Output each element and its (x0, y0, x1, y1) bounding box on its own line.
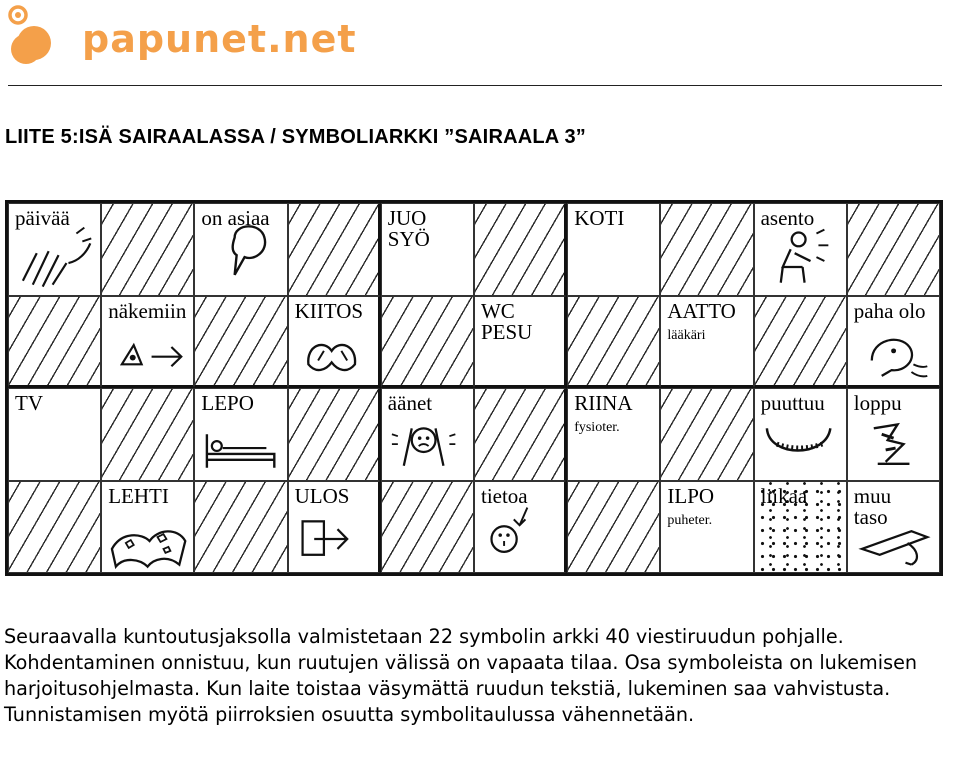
document-title: LIITE 5:ISÄ SAIRAALASSA / SYMBOLIARKKI ”SAIRAALA 3” (5, 126, 586, 148)
symbol-cell-loppu[interactable] (847, 388, 940, 481)
blank-cell (8, 296, 101, 389)
symbol-sublabel: fysioter. (574, 420, 620, 435)
symbol-cell-kiitos[interactable] (288, 296, 381, 389)
symbol-label: JUO SYÖ (387, 206, 430, 251)
symbol-label: TV (15, 391, 43, 415)
symbol-cell-wc[interactable] (474, 296, 567, 389)
symbol-cell-ulos[interactable] (288, 481, 381, 574)
symbol-cell-juo[interactable] (381, 203, 474, 296)
blank-cell (754, 296, 847, 389)
symbol-label: näkemiin (108, 298, 187, 323)
symbol-label: loppu (853, 391, 902, 415)
symbol-cell-aatto[interactable] (660, 296, 753, 389)
symbol-cell-on-asiaa[interactable] (194, 203, 287, 296)
symbol-label: on asiaa (201, 206, 270, 230)
symbol-label: asento (760, 206, 815, 230)
blank-cell (567, 296, 660, 389)
blank-cell (288, 388, 381, 481)
symbol-label: tietoa (480, 483, 528, 508)
header-divider (8, 85, 942, 86)
blank-cell (194, 296, 287, 389)
symbol-cell-liikaa[interactable] (754, 481, 847, 574)
symbol-cell-koti[interactable] (567, 203, 660, 296)
symbol-label: KOTI (574, 206, 625, 230)
symbol-cell-näkemiin[interactable] (101, 296, 194, 389)
symbol-sheet (5, 200, 943, 576)
symbol-cell-äänet[interactable] (381, 388, 474, 481)
symbol-label: paha olo (853, 298, 926, 323)
symbol-cell-ilpo[interactable] (660, 481, 753, 574)
symbol-label: puuttuu (760, 391, 825, 415)
symbol-sublabel: puheter. (667, 512, 713, 528)
blank-cell (101, 203, 194, 296)
symbol-label: liikaa (760, 483, 808, 508)
blank-cell (660, 203, 753, 296)
blank-cell (474, 388, 567, 481)
symbol-label: ULOS (294, 483, 350, 508)
symbol-label: muu taso (853, 483, 892, 529)
symbol-label: WC PESU (480, 298, 533, 344)
blank-cell (288, 203, 381, 296)
papunet-logo[interactable] (4, 4, 357, 68)
symbol-cell-päivää[interactable] (8, 203, 101, 296)
symbol-cell-asento[interactable] (754, 203, 847, 296)
symbol-label: KIITOS (294, 298, 364, 323)
blank-cell (567, 481, 660, 574)
symbol-label: päivää (15, 206, 70, 230)
symbol-sublabel: lääkäri (667, 327, 706, 343)
symbol-cell-tietoa[interactable] (474, 481, 567, 574)
symbol-label: AATTO lääkäri (667, 301, 735, 346)
symbol-label: LEPO (201, 391, 254, 415)
blank-cell (847, 203, 940, 296)
logo-text: papunet.net (82, 17, 357, 61)
blank-cell (660, 388, 753, 481)
blank-cell (8, 481, 101, 574)
papunet-logo-icon (4, 5, 62, 67)
symbol-cell-riina[interactable] (567, 388, 660, 481)
blank-cell (381, 296, 474, 389)
blank-cell (194, 481, 287, 574)
blank-cell (101, 388, 194, 481)
symbol-cell-puuttuu[interactable] (754, 388, 847, 481)
symbol-cell-tv[interactable] (8, 388, 101, 481)
symbol-label: RIINA fysioter. (574, 393, 632, 438)
symbol-label: ILPO puheter. (667, 486, 714, 531)
body-paragraph: Seuraavalla kuntoutusjaksolla valmistetaan 22 symbolin arkki 40 viestiruudun pohjalle. Kohdentaminen onnistuu, kun ruutujen välissä on vapaata tilaa. Osa symboleista on lukemisen harjoitusohjelmasta. Kun laite toistaa väsymättä ruudun tekstiä, lukeminen saa vahvistusta. Tunnistamisen myötä piirroksien osuutta symbolitaulussa vähennetään. (4, 625, 918, 726)
symbol-cell-muu[interactable] (847, 481, 940, 574)
symbol-cell-paha-olo[interactable] (847, 296, 940, 389)
blank-cell (381, 481, 474, 574)
blank-cell (474, 203, 567, 296)
symbol-label: äänet (387, 391, 433, 415)
symbol-label: LEHTI (108, 483, 169, 508)
symbol-cell-lepo[interactable] (194, 388, 287, 481)
symbol-cell-lehti[interactable] (101, 481, 194, 574)
